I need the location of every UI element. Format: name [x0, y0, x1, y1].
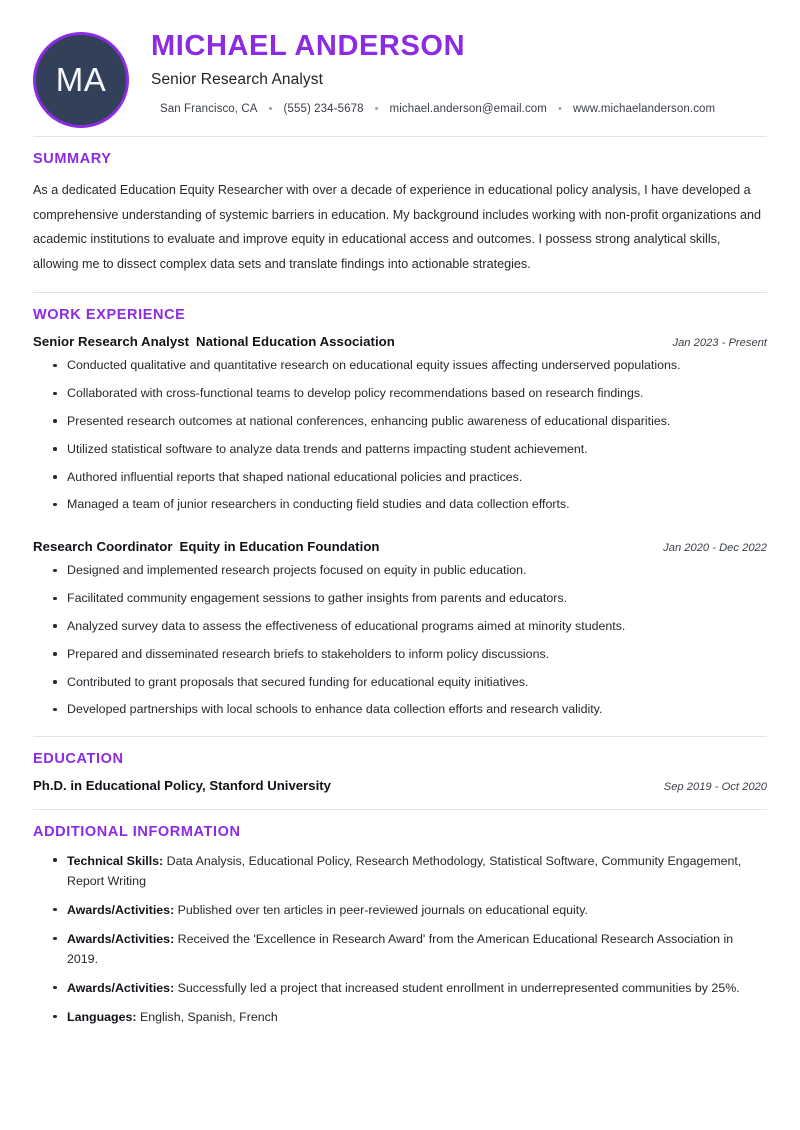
job-bullet-list: [33, 356, 767, 515]
job-role: Research Coordinator: [33, 539, 173, 555]
list-item: Contributed to grant proposals that secured funding for educational equity initiatives.: [53, 673, 767, 692]
job-bullet-list: [33, 561, 767, 720]
section-summary: [33, 137, 767, 276]
list-item: Authored influential reports that shaped national educational policies and practices.: [53, 468, 767, 487]
avatar-initials: MA: [55, 61, 107, 98]
contact-separator: •: [374, 102, 379, 115]
section-additional-information: [33, 810, 767, 1028]
section-work-experience: [33, 293, 767, 720]
additional-info-label: Awards/Activities:: [67, 903, 175, 917]
job-spacer: [33, 523, 767, 535]
header-job-title: Senior Research Analyst: [151, 71, 324, 89]
additional-info-value: English, Spanish, French: [140, 1010, 278, 1025]
contact-item[interactable]: (555) 234-5678: [283, 103, 364, 116]
education-container: [33, 778, 767, 793]
list-item: Managed a team of junior researchers in conducting field studies and data collection efforts.: [53, 495, 767, 514]
list-item: Developed partnerships with local schools to enhance data collection efforts and research validity.: [53, 700, 767, 719]
contact-separator: •: [557, 102, 562, 115]
additional-info-value: Published over ten articles in peer-reviewed journals on educational equity.: [177, 903, 588, 917]
section-title-work-experience: WORK EXPERIENCE: [33, 307, 186, 324]
job-company: National Education Association: [196, 334, 395, 350]
list-item: [53, 978, 767, 998]
additional-info-value: Received the 'Excellence in Research Award' from the American Educational Research Association in 2019.: [67, 932, 734, 967]
section-title-additional-information: ADDITIONAL INFORMATION: [33, 823, 241, 840]
education-date: Sep 2019 - Oct 2020: [663, 780, 767, 793]
jobs-container: [33, 334, 767, 720]
list-item: [53, 929, 767, 969]
list-item: Presented research outcomes at national conferences, enhancing public awareness of educational disparities.: [53, 412, 767, 431]
job-heading: [33, 334, 395, 349]
job-heading: [33, 539, 380, 554]
additional-info-label: Technical Skills:: [67, 853, 164, 868]
additional-info-value: Successfully led a project that increased student enrollment in underrepresented communities by 25%.: [177, 981, 740, 996]
job-date: Jan 2020 - Dec 2022: [663, 542, 767, 555]
resume-header: [33, 0, 767, 136]
contact-item[interactable]: michael.anderson@email.com: [389, 103, 547, 116]
job-company: Equity in Education Foundation: [179, 539, 380, 555]
list-item: Utilized statistical software to analyze data trends and patterns impacting student achievement.: [53, 440, 767, 459]
additional-info-label: Languages:: [67, 1010, 137, 1025]
list-item: Collaborated with cross-functional teams to develop policy recommendations based on research findings.: [53, 384, 767, 403]
contact-item[interactable]: San Francisco, CA: [160, 103, 258, 116]
contact-item[interactable]: www.michaelanderson.com: [572, 103, 716, 116]
section-title-education: EDUCATION: [33, 750, 124, 767]
job-role: Senior Research Analyst: [33, 334, 190, 350]
work-experience-entry: [33, 334, 767, 535]
header-text-block: [129, 28, 767, 115]
list-item: [53, 900, 767, 920]
list-item: Designed and implemented research projects focused on equity in public education.: [53, 561, 767, 580]
work-experience-entry: [33, 539, 767, 720]
list-item: Prepared and disseminated research briefs to stakeholders to inform policy discussions.: [53, 645, 767, 664]
list-item: [53, 851, 767, 891]
summary-text: As a dedicated Education Equity Researcher with over a decade of experience in educational policy analysis, I have developed a comprehensive understanding of systemic barriers in education. My background includes working with non-profit organizations and academic institutions to evaluate and improve equity in educational access and outcomes. I possess strong analytical skills, allowing me to dissect complex data sets and translate findings into actionable strategies.: [33, 183, 762, 271]
education-entry: [33, 778, 767, 793]
avatar: [33, 32, 129, 128]
job-date: Jan 2023 - Present: [672, 337, 767, 350]
additional-info-list: [33, 851, 767, 1028]
section-title-summary: SUMMARY: [33, 151, 112, 167]
list-item: Analyzed survey data to assess the effectiveness of educational programs aimed at minority students.: [53, 617, 767, 636]
job-header: [33, 334, 767, 349]
contact-row: [151, 103, 767, 115]
list-item: Conducted qualitative and quantitative research on educational equity issues affecting underserved populations.: [53, 356, 767, 375]
contact-separator: •: [268, 102, 273, 115]
page-title: MICHAEL ANDERSON: [151, 30, 466, 62]
list-item: Facilitated community engagement sessions to gather insights from parents and educators.: [53, 589, 767, 608]
additional-info-value: Data Analysis, Educational Policy, Research Methodology, Statistical Software, Community Engagement, Report Writing: [67, 853, 742, 888]
job-header: [33, 539, 767, 554]
additional-info-label: Awards/Activities:: [67, 981, 175, 996]
section-education: [33, 737, 767, 793]
education-degree: Ph.D. in Educational Policy, Stanford University: [33, 777, 331, 793]
additional-info-label: Awards/Activities:: [67, 932, 175, 947]
list-item: [53, 1007, 767, 1027]
